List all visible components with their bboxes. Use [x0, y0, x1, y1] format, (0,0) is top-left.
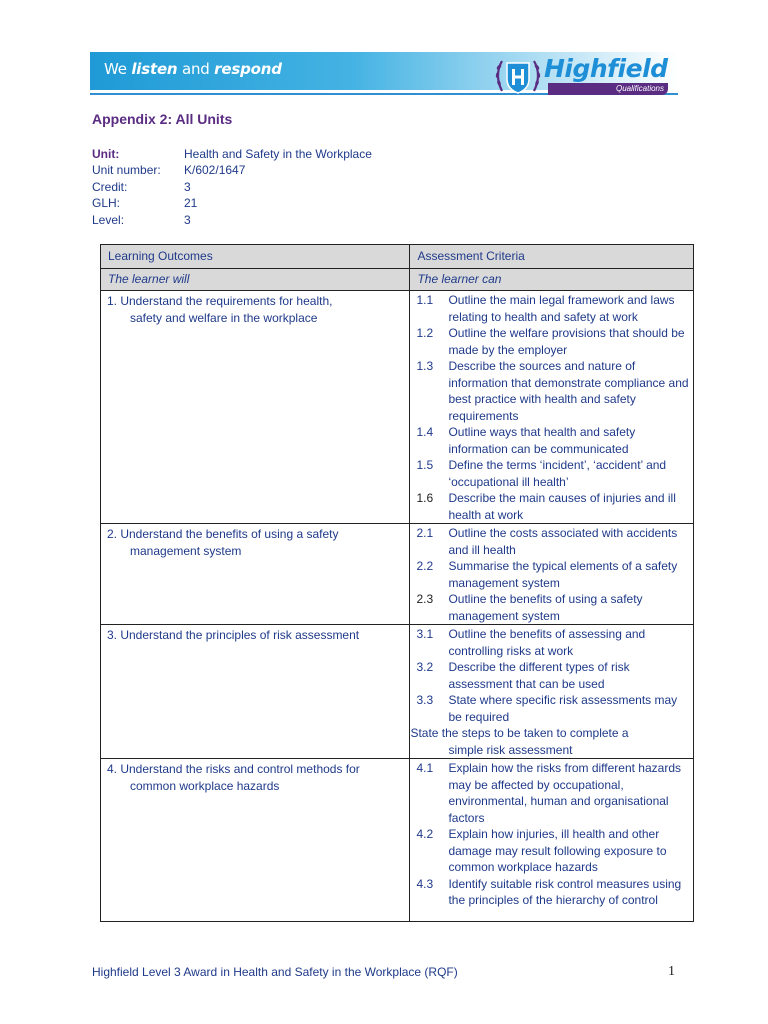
column-header-criteria: Assessment Criteria: [410, 245, 694, 269]
footer-text: Highfield Level 3 Award in Health and Safety in the Workplace (RQF): [92, 965, 458, 979]
unit-info-label: GLH:: [92, 196, 121, 211]
criterion: 1.5 Define the terms ‘incident’, ‘accident’ and ‘occupational ill health’: [416, 458, 667, 489]
assessment-criteria: [410, 524, 694, 625]
unit-info-value: Health and Safety in the Workplace: [184, 147, 372, 161]
learning-outcome: 1. Understand the requirements for health, safety and welfare in the workplace: [101, 291, 410, 524]
criterion: 3.2 Describe the different types of risk assessment that can be used: [416, 660, 630, 691]
table-row: [101, 759, 694, 922]
page-number: 1: [668, 964, 675, 979]
criterion: 3.3 State where specific risk assessments may be required: [416, 693, 678, 724]
unit-info-label: Level:: [92, 212, 125, 227]
highfield-logo: [492, 55, 682, 97]
unit-info-row: [92, 146, 372, 162]
unit-info-row: [92, 162, 372, 178]
appendix-title: Appendix 2: All Units: [92, 111, 233, 127]
tagline: We listen and respond: [104, 60, 282, 78]
criterion: 1.1 Outline the main legal framework and laws relating to health and safety at work: [416, 293, 675, 324]
table-row: [101, 524, 694, 625]
assessment-criteria: [410, 291, 694, 524]
unit-info-label: Unit number:: [92, 163, 161, 178]
unit-info-label: Credit:: [92, 179, 128, 194]
learning-outcomes-table: [100, 244, 694, 922]
header-banner: [90, 52, 678, 98]
laurel-crest-icon: [492, 55, 544, 97]
logo-subtitle: Qualifications: [548, 83, 668, 95]
criterion: 2.3 Outline the benefits of using a safety management system: [416, 592, 643, 623]
subheader-learner-will: The learner will: [101, 269, 410, 291]
criterion: 1.2 Outline the welfare provisions that should be made by the employer: [416, 326, 685, 357]
unit-info-value: K/602/1647: [184, 163, 246, 178]
unit-info-label: Unit:: [92, 147, 120, 161]
logo-wordmark: Highfield: [544, 54, 668, 83]
criterion: 4.1 Explain how the risks from different hazards may be affected by occupational, environmental, human and organisational factors: [416, 761, 681, 825]
subheader-learner-can: The learner can: [410, 269, 694, 291]
unit-info-value: 3: [184, 212, 191, 227]
criterion: 4.2 Explain how injuries, ill health and other damage may result following exposure to common workplace hazards: [416, 827, 667, 874]
criterion: 1.3 Describe the sources and nature of information that demonstrate compliance and best practice with health and safety requirements: [416, 359, 689, 423]
unit-info-value: 3: [184, 179, 191, 194]
criterion: 4.3 Identify suitable risk control measures using the principles of the hierarchy of control: [416, 876, 682, 907]
criterion: 2.2 Summarise the typical elements of a safety management system: [416, 559, 678, 590]
table-row: [101, 625, 694, 759]
learning-outcome: 3. Understand the principles of risk assessment: [101, 625, 410, 759]
table-header-row: [101, 245, 694, 269]
criterion: 1.6 Describe the main causes of injuries and ill health at work: [416, 491, 676, 522]
table-row: [101, 291, 694, 524]
unit-info-row: [92, 195, 372, 211]
unit-info: [92, 146, 372, 228]
criterion: 3.1 Outline the benefits of assessing and controlling risks at work: [416, 627, 646, 658]
assessment-criteria: [410, 759, 694, 922]
unit-info-row: [92, 179, 372, 195]
unit-info-row: [92, 212, 372, 228]
table-subheader-row: [101, 269, 694, 291]
column-header-outcomes: Learning Outcomes: [101, 245, 410, 269]
criterion: 1.4 Outline ways that health and safety information can be communicated: [416, 425, 636, 456]
assessment-criteria: [410, 625, 694, 759]
unit-info-value: 21: [184, 196, 198, 211]
learning-outcome: 2. Understand the benefits of using a safety management system: [101, 524, 410, 625]
learning-outcome: 4. Understand the risks and control methods for common workplace hazards: [101, 759, 410, 922]
criterion-unnumbered: State the steps to be taken to complete a simple risk assessment: [410, 726, 629, 757]
criterion: 2.1 Outline the costs associated with accidents and ill health: [416, 526, 678, 557]
